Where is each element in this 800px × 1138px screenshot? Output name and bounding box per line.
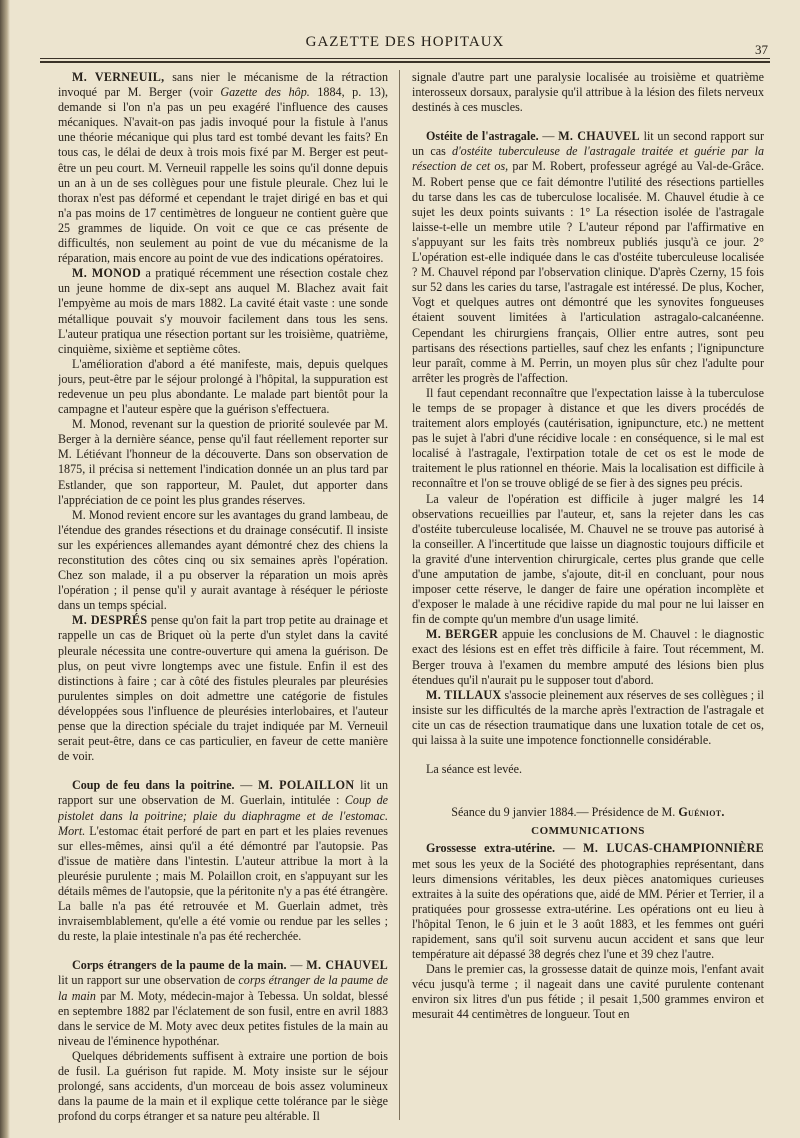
- paragraph: Ostéite de l'astragale. — M. CHAUVEL lit un second rapport sur un cas d'ostéite tuberculeuse de l'astragale traitée et guérie par la résection de cet os, par M. Robert, professeur agrégé au Val-de-Grâce. M. Robert pense que ce fait démontre l'utilité des résections partielles du tarse dans les cas de tuberculose localisée. M. Chauvel étudie à ce sujet les deux points suivants : 1° La résection isolée de l'astragale laisse-t-elle un membre utile ? L'auteur répond par l'affirmative en s'appuyant sur les faits très nombreux publiés jusqu'à ce jour. 2° L'opération est-elle indiquée dans le cas d'ostéite tuberculeuse localisée ? M. Chauvel répond par l'observation clinique. D'après Czerny, 15 fois sur 52 dans les caries du tarse, l'astragale est intéressé. De plus, Kocher, Vogt et quelques autres ont démontré que les synovites fongueuses étaient souvent limitées à l'articulation astragalo-calcanéenne. Cependant les chirurgiens français, Ollier entre autres, sont peu partisans des résections partielles, sauf chez les enfants ; l'ignipuncture leur paraît, comme à M. Perrin, un moyen plus sûr chez l'adulte pour arrêter les progrès de l'affection.: [412, 129, 764, 385]
- citation: Gazette des hôp.: [220, 85, 310, 100]
- speaker-name: M. TILLAUX: [426, 687, 502, 702]
- paragraph: Corps étrangers de la paume de la main. — M. CHAUVEL lit un rapport sur une observation de corps étranger de la paume de la main par M. Moty, médecin-major à Tebessa. Un soldat, blessé en septembre 1882 par l'éclatement de son fusil, entre en avril 1883 dans le service de M. Moty avec deux petites fistules de la main au niveau de l'éminence hypothénar.: [58, 958, 388, 1048]
- paragraph: La séance est levée.: [426, 762, 523, 777]
- paragraph: M. BERGER appuie les conclusions de M. Chauvel : le diagnostic exact des lésions est en effet très difficile à faire. Tout récemment, M. Berger trouva à l'examen du membre amputé des lésions bien plus étendues qu'il n'aurait pu le supposer tout d'abord.: [412, 627, 764, 687]
- header-rule-thin: [40, 58, 770, 59]
- section-title: Corps étrangers de la paume de la main.: [72, 958, 287, 973]
- section-gap: [58, 944, 388, 958]
- paragraph: Dans le premier cas, la grossesse datait de quinze mois, l'enfant avait vécu jusqu'à terme ; il nageait dans une cavité purulente contenant environ six litres d'un pus fétide ; il pesait 1,500 grammes environ et mesurait 44 centimètres de longueur. Tout en: [412, 962, 764, 1022]
- left-column: [58, 70, 388, 1130]
- citation: Coup de pistolet dans la poitrine; plaie du diaphragme et de l'estomac. Mort.: [58, 793, 388, 838]
- paragraph: M. MONOD a pratiqué récemment une résection costale chez un jeune homme de dix-sept ans auquel M. Blachez avait fait l'empyème au mois de mars 1882. La cavité était vaste : une sonde métallique pouvait s'y mouvoir facilement dans tous les sens. L'auteur pratiqua une résection portant sur les troisième, quatrième, cinquième, sixième et septième côtes.: [58, 266, 388, 356]
- paragraph: Grossesse extra-utérine. — M. LUCAS-CHAMPIONNIÈRE met sous les yeux de la Société des photographies représentant, dans leurs dimensions véritables, les deux pièces anatomiques curieuses extraites à la suite des opérations que, aidé de MM. Périer et Terrier, il a pratiquées pour grossesse extra-utérine. Les opérations ont eu lieu à l'hôpital Tenon, le 6 juin et le 3 août 1883, et les femmes ont guéri rapidement, sans qu'il soit survenu aucun accident et sans que leur température ait dépassé 38 degrés chez l'une et 39 chez l'autre.: [412, 841, 764, 962]
- paragraph: M. Monod, revenant sur la question de priorité soulevée par M. Berger à la dernière séance, pense qu'il faut réellement reporter sur M. Létiévant l'honneur de la découverte. Dans son observation de 1875, il précisa si nettement l'indication donnée un an plus tard par Estlander, que son rapporteur, M. Paulet, dut apporter dans l'appréciation de ce point les plus grandes réserves.: [58, 417, 388, 507]
- page-binding-edge: [0, 0, 10, 1138]
- paragraph: L'amélioration d'abord a été manifeste, mais, depuis quelques jours, peut-être par le séjour prolongé à l'hôpital, la suppuration est redevenue un peu plus abondante. Le malade part bientôt pour la campagne et l'auteur espère que la guérison s'effectuera.: [58, 356, 388, 417]
- header-rule-thick: [40, 61, 770, 63]
- column-divider: [399, 70, 400, 1120]
- paragraph: M. DESPRÉS pense qu'on fait la part trop petite au drainage et rappelle un cas de Briquet où la perte d'un stylet dans la cavité pleurale nécessita une contre-ouverture qui amena la guérison. De plus, on peut vivre longtemps avec une fistule. Enfin il est des distinctions à faire ; car à côté des fistules pleurales par pleurésies purulentes simples on doit admettre une catégorie de fistules développées sous l'influence de pleurésies interlobaires, et l'auteur pense que la direction spéciale du trajet indiquée par M. Verneuil serait peut-être, dans ce cas particulier, en faveur de cette manière de voir.: [58, 613, 388, 764]
- section-title: Coup de feu dans la poitrine.: [72, 778, 235, 793]
- section-gap: [412, 115, 764, 129]
- paragraph: M. VERNEUIL, sans nier le mécanisme de la rétraction invoqué par M. Berger (voir Gazette des hôp. 1884, p. 13), demande si l'on n'a pas un peu exagéré l'influence des causes mécaniques. N'avait-on pas jadis invoqué pour la fistule à l'anus une théorie mécanique qui plus tard est tombé devant les faits? En tous cas, le délai de deux à trois mois fixé par M. Berger est peut-être un peu court. M. Verneuil rappelle les soins qu'il donne depuis un an à un de ses collègues pour une fistule pleurale. Chez lui le thorax n'est pas déformé et cependant le trajet dirigé en bas et qui n'a pas moins de 17 centimètres de longueur ne contient guère que 25 grammes de liquide. On voit ce que ce cas présente de difficultés, non seulement au point de vue du mécanisme de la réparation, mais encore au point de vue des indications opératoires.: [58, 70, 388, 266]
- paragraph: signale d'autre part une paralysie localisée au troisième et quatrième interosseux dorsaux, paralysie qu'il attribue à la lésion des filets nerveux destinés à ces muscles.: [412, 70, 764, 115]
- speaker-name: M. LUCAS-CHAMPIONNIÈRE: [583, 841, 764, 856]
- right-column: [412, 70, 764, 1130]
- paragraph: Quelques débridements suffisent à extraire une portion de bois de fusil. La guérison fut rapide. M. Moty insiste sur le séjour prolongé, sans accidents, d'un morceau de bois assez volumineux dans la paume de la main et il explique cette tolérance par le siège profond du corps étranger et sa nature peu altérable. Il: [58, 1048, 388, 1124]
- citation: d'ostéite tuberculeuse de l'astragale traitée et guérie par la résection de cet os,: [412, 144, 764, 174]
- speaker-name: M. VERNEUIL,: [72, 70, 165, 84]
- section-gap: [412, 748, 764, 762]
- paragraph: La valeur de l'opération est difficile à juger malgré les 14 observations recueillies par l'auteur, et, sans la rejeter dans les cas d'ostéite tuberculeuse localisée, M. Chauvel ne se trouve pas autorisé à la conseiller. A l'incertitude que laisse un diagnostic toujours difficile et la gravité d'une intervention chirurgicale, certes plus grande que celle d'une amputation de jambe, s'ajoute, dit-il en concluant, pour nous imposer cette réserve, le danger de faire une opération incomplète et d'exposer le malade à une récidive rapide du mal pour ne lui laisser en fin de compte qu'un membre d'un usage limité.: [412, 491, 764, 627]
- page-header: [40, 26, 770, 56]
- meeting-heading: Séance du 9 janvier 1884.— Présidence de M. Guéniot.: [451, 805, 725, 820]
- paragraph: Coup de feu dans la poitrine. — M. POLAILLON lit un rapport sur une observation de M. Guerlain, intitulée : Coup de pistolet dans la poitrine; plaie du diaphragme et de l'estomac. Mort. L'estomac était perforé de part en part et les plaies revenues sur elles-mêmes, ainsi qu'il a été démontré par l'autopsie. Pas d'issue de matière dans l'intestin. L'auteur attribue la mort à la pleurésie purulente ; mais M. Polaillon croit, en s'appuyant sur les détails mêmes de l'autopsie, que la péritonite n'y a pas été étrangère. La balle n'a pas été retrouvée et M. Guerlain admet, très invraisemblablement, qu'elle a été vomie ou rendue par les selles ; du reste, la plaie intestinale n'a pas été recherchée.: [58, 778, 388, 944]
- running-title: GAZETTE DES HOPITAUX: [305, 34, 505, 50]
- speaker-name: M. BERGER: [426, 627, 499, 642]
- page-number: 37: [755, 42, 768, 57]
- speaker-name: M. CHAUVEL: [558, 129, 640, 144]
- paragraph: Il faut cependant reconnaître que l'expectation laisse à la tuberculose le temps de se propager à distance et que les divers procédés de traitement alors employés (cautérisation, ignipuncture, etc.) ne mettent pas le sujet à l'abri d'une récidive locale : en conséquence, si le mal est localisé à l'astragale, l'extirpation totale de cet os est le mode de traitement le plus rationnel en théorie. Mais la localisation est difficile à reconnaître et l'on se trouve obligé de se fier à des signes peu précis.: [412, 385, 764, 491]
- citation: corps étranger de la paume de la main: [58, 973, 388, 1003]
- speaker-name: M. CHAUVEL: [306, 958, 388, 973]
- section-title: Ostéite de l'astragale.: [426, 129, 539, 144]
- section-title: Grossesse extra-utérine.: [426, 841, 556, 856]
- communications-heading: COMMUNICATIONS: [531, 825, 645, 838]
- paragraph: M. TILLAUX s'associe pleinement aux réserves de ses collègues ; il insiste sur les difficultés de la marche après l'extraction de l'astragale et cite un cas de résection traumatique dans une luxation totale de cet os, qui laissa à la suite une impotence fonctionnelle considérable.: [412, 687, 764, 748]
- president-name: Guéniot.: [678, 805, 725, 820]
- speaker-name: M. MONOD: [72, 266, 142, 281]
- speaker-name: M. DESPRÉS: [72, 613, 148, 628]
- paragraph: M. Monod revient encore sur les avantages du grand lambeau, de l'étendue des grandes résections et du drainage consécutif. Il insiste sur les expériences allemandes ayant démontré chez des chiens la reconstitution des côtes cinq ou six semaines après l'opération. Chez son malade, il a pu observer la réparation un mois après l'opération ; il pense qu'il y aurait avantage à réséquer le périoste dans un temps spécial.: [58, 507, 388, 613]
- speaker-name: M. POLAILLON: [258, 778, 355, 793]
- section-gap: [58, 764, 388, 778]
